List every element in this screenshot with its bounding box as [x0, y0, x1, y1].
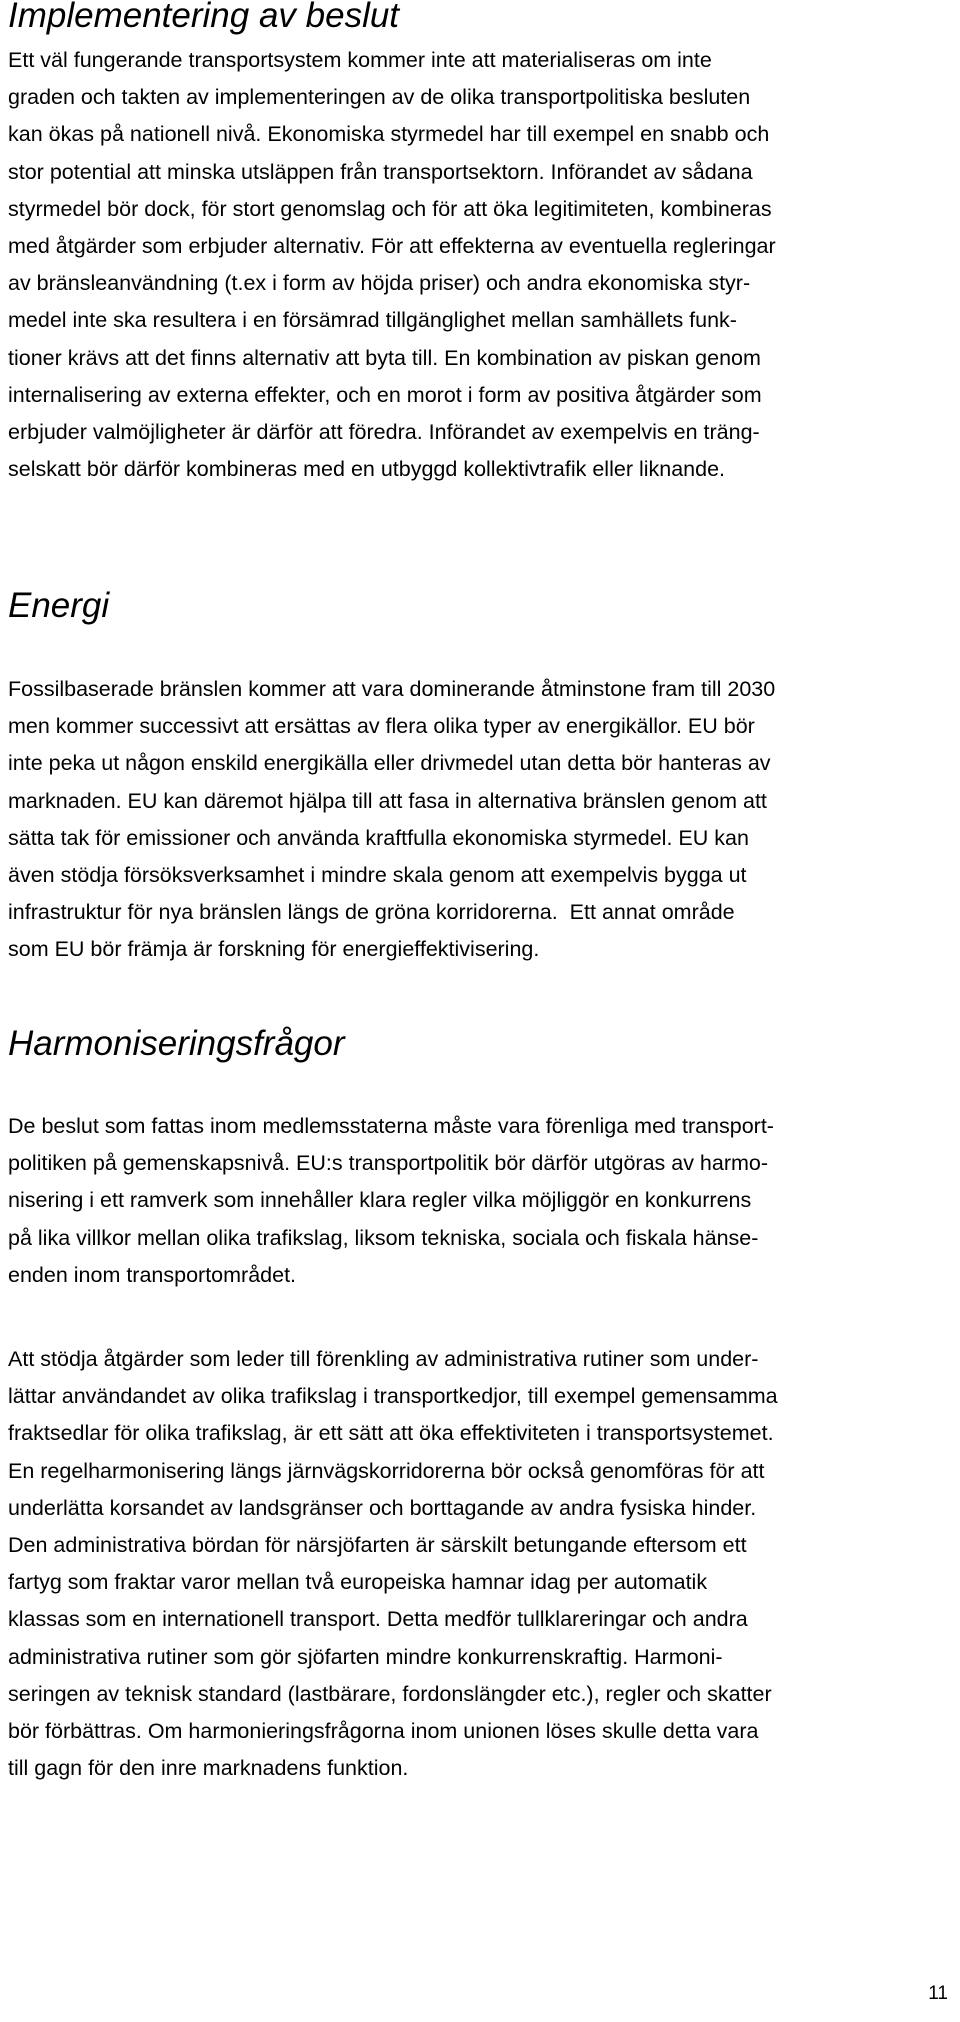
paragraph-harmonisering-1: De beslut som fattas inom medlemsstaterna måste vara förenliga med transport- politiken på gemenskapsnivå. EU:s transportpolitik bör därför utgöras av harmo- nisering i ett ramverk som innehåller klara regler vilka möjliggör en konkurrens på lika villkor mellan olika trafikslag, liksom tekniska, sociala och fiskala hänse- enden inom transportområdet. — [8, 1114, 774, 1287]
section-heading-implementering: Implementering av beslut — [8, 0, 400, 35]
paragraph-implementering: Ett väl fungerande transportsystem kommer inte att materialiseras om inte graden och takten av implementeringen av de olika transportpolitiska besluten kan ökas på nationell nivå. Ekonomiska styrmedel har till exempel en snabb och stor potential att minska utsläppen från transportsektorn. Införandet av sådana styrmedel bör dock, för stort genomslag och för att öka legitimiteten, kombineras med åtgärder som erbjuder alternativ. För att effekterna av eventuella regleringar av bränsleanvändning (t.ex i form av höjda priser) och andra ekonomiska styr- medel inte ska resultera i en försämrad tillgänglighet mellan samhällets funk- tioner krävs att det finns alternativ att byta till. En kombination av piskan genom internalisering av externa effekter, och en morot i form av positiva åtgärder som erbjuder valmöjligheter är därför att föredra. Införandet av exempelvis en träng- selskatt bör därför kombineras med en utbyggd kollektivtrafik eller liknande. — [8, 48, 776, 482]
paragraph-energi: Fossilbaserade bränslen kommer att vara dominerande åtminstone fram till 2030 men kommer successivt att ersättas av flera olika typer av energikällor. EU bör inte peka ut någon enskild energikälla eller drivmedel utan detta bör hanteras av marknaden. EU kan däremot hjälpa till att fasa in alternativa bränslen genom att sätta tak för emissioner och använda kraftfulla ekonomiska styrmedel. EU kan även stödja försöksverksamhet i mindre skala genom att exempelvis bygga ut infrastruktur för nya bränslen längs de gröna korridorerna. Ett annat område som EU bör främja är forskning för energieffektivisering. — [8, 677, 776, 962]
section-heading-harmoniseringsfragor: Harmoniseringsfrågor — [8, 1024, 345, 1063]
section-heading-energi: Energi — [8, 586, 110, 625]
paragraph-harmonisering-2: Att stödja åtgärder som leder till förenkling av administrativa rutiner som under- lättar användandet av olika trafikslag i transportkedjor, till exempel gemensamma fraktsedlar för olika trafikslag, är ett sätt att öka effektiviteten i transportsystemet. En regelharmonisering längs järnvägskorridorerna bör också genomföras för att underlätta korsandet av landsgränser och borttagande av andra fysiska hinder. Den administrativa bördan för närsjöfarten är särskilt betungande eftersom ett fartyg som fraktar varor mellan två europeiska hamnar idag per automatik klassas som en internationell transport. Detta medför tullklareringar och andra administrativa rutiner som gör sjöfarten mindre konkurrenskraftig. Harmoni- seringen av teknisk standard (lastbärare, fordonslängder etc.), regler och skatter bör förbättras. Om harmonieringsfrågorna inom unionen löses skulle detta vara till gagn för den inre marknadens funktion. — [8, 1347, 778, 1781]
page-number: 11 — [928, 1983, 948, 2004]
